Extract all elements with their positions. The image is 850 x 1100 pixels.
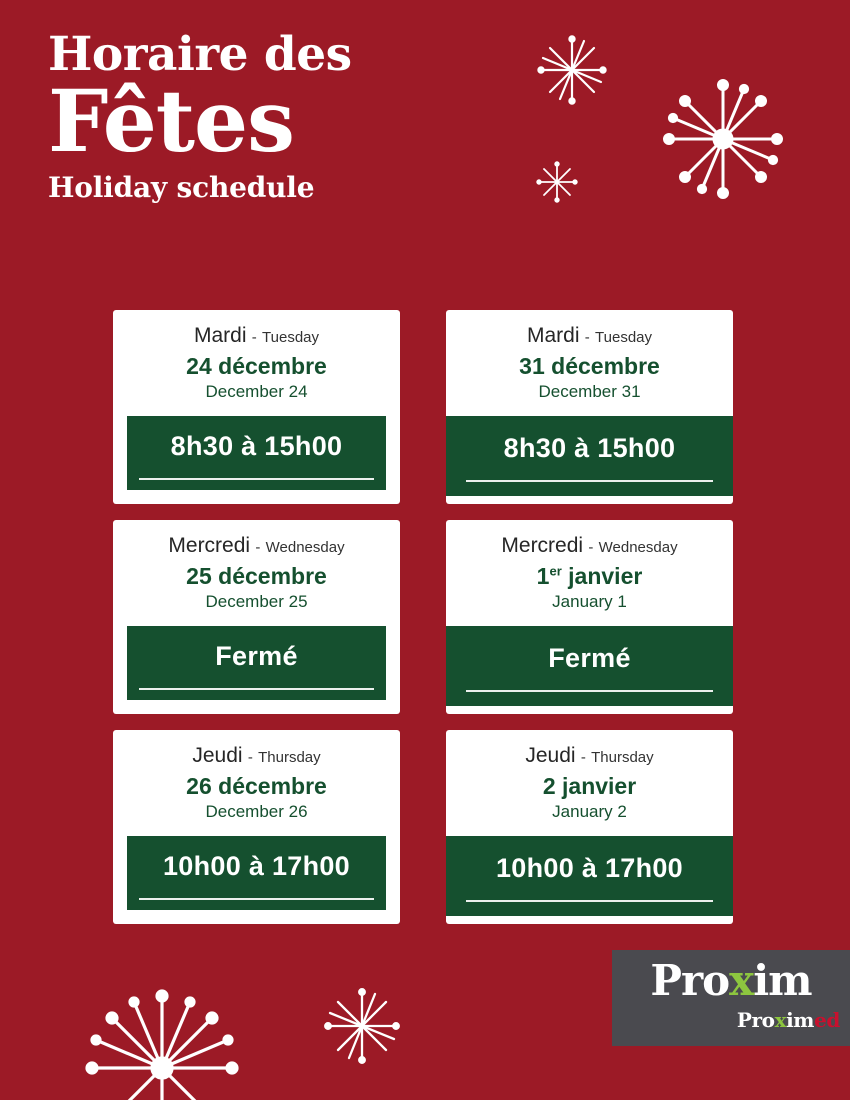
logo-sub-accent-x: x — [774, 1008, 787, 1032]
date-fr-main: 1 — [536, 562, 550, 589]
day-name-en: Thursday — [591, 748, 654, 766]
poster-header — [48, 27, 498, 204]
page-subtitle: Holiday schedule — [48, 170, 315, 204]
card-hours-block — [127, 836, 386, 910]
hours-text: 8h30 à 15h00 — [503, 433, 676, 464]
card-header — [446, 520, 733, 622]
day-line — [456, 534, 723, 558]
logo-sub-wordmark — [612, 1008, 840, 1032]
date-fr-ordinal: er — [549, 563, 562, 579]
day-name-en: Wednesday — [598, 538, 678, 556]
day-separator: - — [255, 538, 261, 556]
date-fr — [123, 354, 390, 379]
date-fr-main: 2 janvier — [542, 772, 637, 799]
date-en: December 31 — [538, 382, 641, 402]
date-fr — [456, 354, 723, 379]
hours-text: 10h00 à 17h00 — [495, 852, 684, 883]
card-hours-block — [446, 836, 733, 916]
hours-text: 10h00 à 17h00 — [162, 850, 351, 881]
date-en: December 26 — [205, 801, 308, 821]
card-header — [446, 730, 733, 832]
day-name-en: Wednesday — [265, 538, 345, 556]
hours-underline — [139, 688, 374, 690]
card-header — [113, 310, 400, 412]
logo-name-part1: Pro — [650, 956, 730, 1005]
date-fr — [456, 774, 723, 799]
schedule-card — [446, 310, 733, 504]
schedule-card — [113, 520, 400, 714]
day-name-fr: Jeudi — [525, 743, 576, 767]
day-line — [123, 324, 390, 348]
date-fr — [123, 564, 390, 589]
snowflake-large-bottom-icon — [82, 962, 242, 1100]
logo-accent-x: x — [729, 956, 754, 1005]
day-name-fr: Jeudi — [192, 743, 243, 767]
day-line — [123, 744, 390, 768]
logo-sub-part2: im — [786, 1008, 815, 1032]
schedule-card — [113, 310, 400, 504]
hours-underline — [466, 480, 713, 482]
date-fr — [123, 774, 390, 799]
date-en: December 25 — [205, 592, 308, 612]
day-name-fr: Mercredi — [168, 533, 251, 557]
date-fr-main: 24 décembre — [186, 352, 327, 379]
snowflake-small-bottom-icon — [320, 984, 404, 1073]
date-en: January 1 — [552, 592, 627, 612]
day-name-en: Tuesday — [262, 329, 320, 346]
hours-underline — [139, 478, 374, 480]
day-line — [456, 324, 723, 348]
schedule-card — [113, 730, 400, 924]
proxim-logo — [612, 950, 850, 1046]
schedule-card — [446, 730, 733, 924]
page-title-line-1: Horaire des — [48, 27, 352, 82]
hours-text: 8h30 à 15h00 — [170, 431, 343, 462]
date-fr-main: 25 décembre — [186, 562, 327, 589]
page-title-line-2: Fêtes — [48, 72, 294, 173]
day-name-fr: Mardi — [193, 324, 247, 347]
date-fr-rest: janvier — [561, 562, 643, 589]
logo-sub-suffix: ed — [814, 1008, 840, 1032]
date-fr — [456, 564, 723, 589]
day-name-fr: Mardi — [526, 324, 580, 347]
card-hours-block — [446, 416, 733, 496]
card-header — [446, 310, 733, 412]
day-separator: - — [584, 329, 590, 346]
snowflake-large-top-icon — [655, 71, 791, 212]
date-en: January 2 — [552, 801, 627, 821]
snowflake-tiny-mid-icon — [534, 159, 580, 210]
hours-text: Fermé — [215, 641, 298, 672]
hours-underline — [466, 900, 713, 902]
logo-sub-part1: Pro — [736, 1008, 775, 1032]
date-en: December 24 — [205, 382, 308, 402]
schedule-card — [446, 520, 733, 714]
card-hours-block — [127, 416, 386, 490]
card-hours-block — [446, 626, 733, 706]
day-separator: - — [588, 538, 594, 556]
day-separator: - — [247, 748, 253, 766]
hours-text: Fermé — [548, 643, 631, 674]
day-separator: - — [580, 748, 586, 766]
card-header — [113, 520, 400, 622]
card-hours-block — [127, 626, 386, 700]
day-name-fr: Mercredi — [501, 533, 584, 557]
logo-name-part2: im — [753, 956, 812, 1005]
schedule-grid — [113, 310, 735, 924]
date-fr-main: 26 décembre — [186, 772, 327, 799]
day-separator: - — [251, 329, 257, 346]
day-name-en: Tuesday — [595, 329, 653, 346]
hours-underline — [466, 690, 713, 692]
day-line — [123, 534, 390, 558]
hours-underline — [139, 898, 374, 900]
date-fr-main: 31 décembre — [519, 352, 660, 379]
day-line — [456, 744, 723, 768]
card-header — [113, 730, 400, 832]
day-name-en: Thursday — [258, 748, 321, 766]
logo-wordmark — [612, 956, 850, 1005]
snowflake-small-top-icon — [535, 33, 609, 112]
